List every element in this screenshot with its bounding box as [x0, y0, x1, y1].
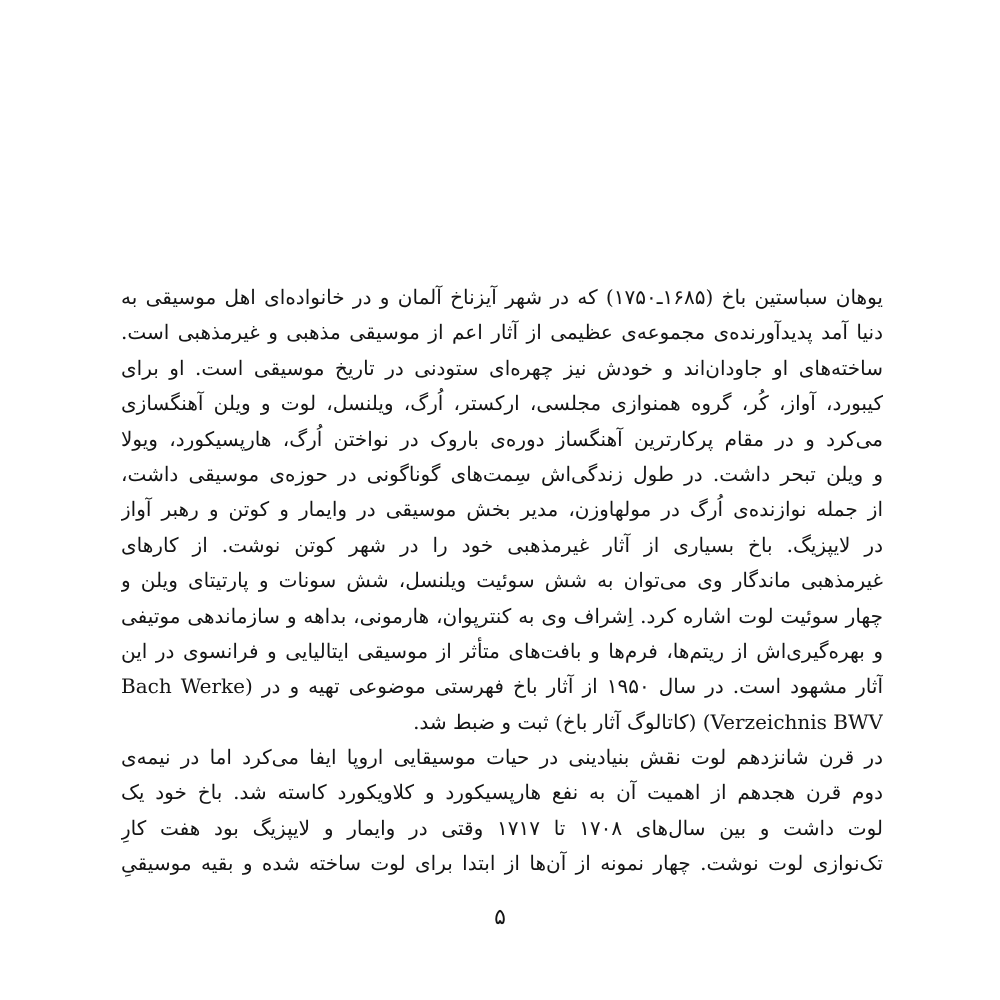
text-line: چهار سوئیت لوت اشاره کرد. اِشراف وی به کنترپوان، هارمونی، بداهه و سازماندهی موتیفی	[121, 603, 883, 628]
text-line: آثار مشهود است. در سال ۱۹۵۰ از آثار باخ فهرستی موضوعی تهیه و در (Bach Werke	[121, 674, 883, 699]
text-line: تک‌نوازی لوت نوشت. چهار نمونه از آن‌ها از ابتدا برای لوت ساخته شده و بقیه موسیقیِ	[121, 851, 883, 876]
paragraph-bach-biography	[121, 280, 883, 740]
text-line: غیرمذهبی ماندگار وی می‌توان به شش سوئیت ویلنسل، شش سونات و پارتیتای ویلن و	[121, 568, 883, 593]
text-line: لوت داشت و بین سال‌های ۱۷۰۸ تا ۱۷۱۷ وقتی در وایمار و لایپزیگ بود هفت کارِ	[121, 815, 883, 840]
text-line: در قرن شانزدهم لوت نقش بنیادینی در حیات موسیقایی اروپا ایفا می‌کرد اما در نیمه‌ی	[121, 745, 883, 770]
body-text	[121, 280, 883, 882]
text-line: دوم قرن هجدهم از اهمیت آن به نفع هارپسیکورد و کلاویکورد کاسته شد. باخ خود یک	[121, 780, 883, 805]
text-line: ساخته‌های او جاودان‌اند و خودش نیز چهره‌ای ستودنی در تاریخ موسیقی است. او برای	[121, 355, 883, 380]
text-line: Verzeichnis BWV) (کاتالوگ آثار باخ) ثبت و ضبط شد.	[413, 709, 883, 734]
text-line: و بهره‌گیری‌اش از ریتم‌ها، فرم‌ها و بافت‌های متأثر از موسیقی ایتالیایی و فرانسوی در این	[121, 638, 883, 663]
page-number: ۵	[494, 905, 506, 930]
text-line: و ویلن تبحر داشت. در طول زندگی‌اش سِمت‌های گوناگونی در حوزه‌ی موسیقی داشت،	[121, 461, 883, 486]
paragraph-lute-history	[121, 740, 883, 882]
text-line: کیبورد، آواز، کُر، گروه همنوازی مجلسی، ارکستر، اُرگ، ویلنسل، لوت و ویلن آهنگسازی	[121, 391, 883, 416]
text-line: از جمله نوازنده‌ی اُرگ در مولهاوزن، مدیر بخش موسیقی در وایمار و کوتن و رهبر آواز	[121, 497, 883, 522]
text-line: دنیا آمد پدیدآورنده‌ی مجموعه‌ی عظیمی از آثار اعم از موسیقی مذهبی و غیرمذهبی است.	[121, 320, 883, 345]
text-line: می‌کرد و در مقام پرکارترین آهنگساز دوره‌ی باروک در نواختن اُرگ، هارپسیکورد، ویولا	[121, 426, 883, 451]
text-line: در لایپزیگ. باخ بسیاری از آثار غیرمذهبی خود را در شهر کوتن نوشت. از کارهای	[121, 532, 883, 557]
text-line: یوهان سباستین باخ (۱۶۸۵ـ۱۷۵۰) که در شهر آیزناخ آلمان و در خانواده‌ای اهل موسیقی به	[121, 285, 883, 309]
